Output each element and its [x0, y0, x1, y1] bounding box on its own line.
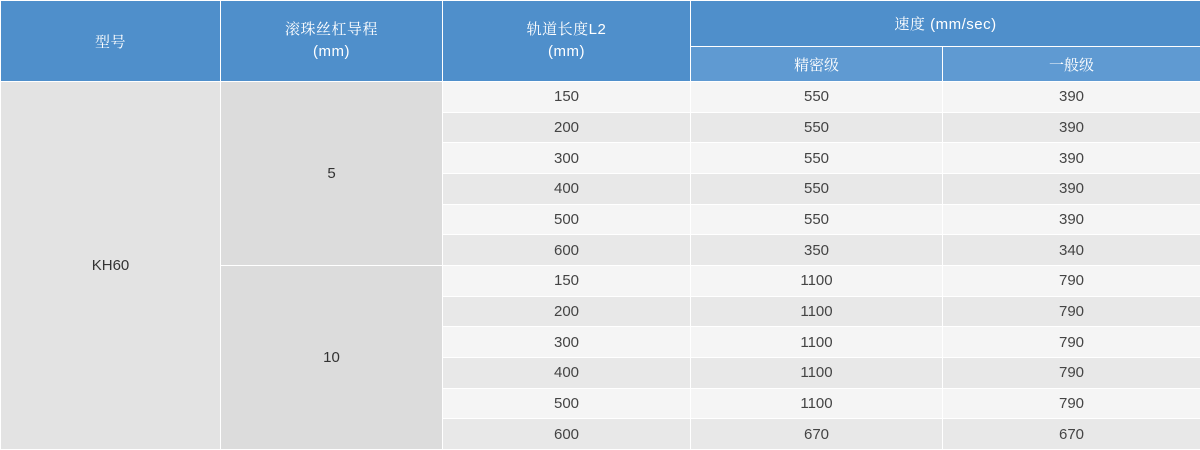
cell-length: 400 [443, 173, 691, 204]
cell-length: 200 [443, 296, 691, 327]
cell-speed-general: 340 [943, 235, 1200, 266]
cell-speed-general: 790 [943, 388, 1200, 419]
cell-length: 300 [443, 327, 691, 358]
header-speed-group: 速度 (mm/sec) [691, 1, 1200, 47]
cell-length: 600 [443, 419, 691, 450]
cell-length: 150 [443, 82, 691, 113]
header-row-1 [1, 1, 1200, 47]
cell-speed-precision: 550 [691, 112, 943, 143]
header-track-length-line1: 轨道长度L2 [526, 21, 607, 39]
cell-speed-general: 390 [943, 82, 1200, 113]
cell-speed-precision: 350 [691, 235, 943, 266]
cell-speed-precision: 670 [691, 419, 943, 450]
cell-length: 600 [443, 235, 691, 266]
cell-speed-precision: 1100 [691, 296, 943, 327]
cell-lead-5: 5 [221, 82, 443, 266]
cell-speed-precision: 1100 [691, 265, 943, 296]
cell-length: 300 [443, 143, 691, 174]
table-body [1, 82, 1200, 450]
header-speed-precision: 精密级 [691, 47, 943, 82]
table-header [1, 1, 1200, 82]
cell-speed-general: 790 [943, 327, 1200, 358]
cell-speed-general: 790 [943, 265, 1200, 296]
cell-speed-precision: 1100 [691, 327, 943, 358]
cell-length: 150 [443, 265, 691, 296]
cell-speed-general: 390 [943, 143, 1200, 174]
cell-speed-precision: 550 [691, 82, 943, 113]
cell-lead-10: 10 [221, 265, 443, 449]
cell-speed-general: 790 [943, 357, 1200, 388]
cell-length: 400 [443, 357, 691, 388]
header-ballscrew-lead [221, 1, 443, 82]
cell-speed-general: 790 [943, 296, 1200, 327]
header-ballscrew-lead-line1: 滚珠丝杠导程 [284, 21, 378, 39]
cell-speed-precision: 550 [691, 143, 943, 174]
cell-speed-general: 670 [943, 419, 1200, 450]
cell-length: 500 [443, 388, 691, 419]
cell-length: 200 [443, 112, 691, 143]
cell-speed-precision: 1100 [691, 388, 943, 419]
cell-speed-precision: 550 [691, 204, 943, 235]
cell-speed-general: 390 [943, 204, 1200, 235]
cell-speed-general: 390 [943, 173, 1200, 204]
header-track-length-line2: (mm) [548, 43, 585, 60]
cell-model: KH60 [1, 82, 221, 450]
header-model: 型号 [1, 1, 221, 82]
header-ballscrew-lead-line2: (mm) [313, 43, 350, 60]
cell-speed-general: 390 [943, 112, 1200, 143]
header-speed-general: 一般级 [943, 47, 1200, 82]
table-row [1, 82, 1200, 113]
cell-speed-precision: 1100 [691, 357, 943, 388]
header-track-length [443, 1, 691, 82]
cell-length: 500 [443, 204, 691, 235]
cell-speed-precision: 550 [691, 173, 943, 204]
